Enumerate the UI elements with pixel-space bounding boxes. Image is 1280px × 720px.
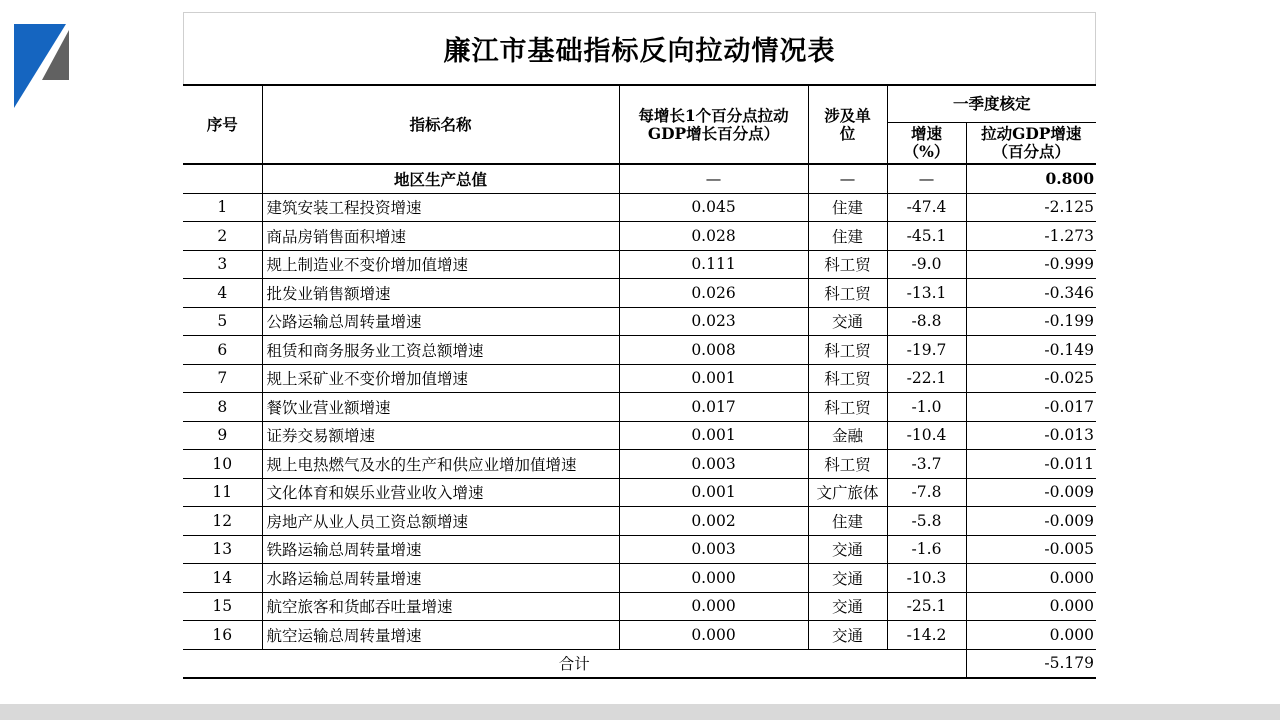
row-seq: 12 [183, 507, 262, 536]
row-name: 铁路运输总周转量增速 [262, 535, 619, 564]
row-speed: -19.7 [887, 336, 966, 365]
row-seq: 14 [183, 564, 262, 593]
table-row [183, 250, 1096, 279]
header-coef-line2: GDP增长百分点） [647, 123, 780, 143]
row-name: 规上电热燃气及水的生产和供应业增加值增速 [262, 450, 619, 479]
row-coef: 0.008 [619, 336, 808, 365]
row-seq: 4 [183, 279, 262, 308]
row-speed: -8.8 [887, 307, 966, 336]
row-unit: 住建 [808, 193, 887, 222]
row-name: 航空运输总周转量增速 [262, 621, 619, 650]
row-coef: 0.045 [619, 193, 808, 222]
table-row [183, 592, 1096, 621]
summary-seq [183, 164, 262, 193]
header-name: 指标名称 [262, 85, 619, 164]
row-seq: 8 [183, 393, 262, 422]
row-name: 商品房销售面积增速 [262, 222, 619, 251]
row-coef: 0.023 [619, 307, 808, 336]
row-coef: 0.003 [619, 450, 808, 479]
row-pull: -0.999 [966, 250, 1096, 279]
row-pull: -0.013 [966, 421, 1096, 450]
row-unit: 科工贸 [808, 393, 887, 422]
row-name: 航空旅客和货邮吞吐量增速 [262, 592, 619, 621]
header-coef [619, 85, 808, 164]
header-speed-line1: 增速 [910, 124, 942, 143]
header-unit [808, 85, 887, 164]
row-unit: 科工贸 [808, 450, 887, 479]
row-unit: 科工贸 [808, 364, 887, 393]
header-seq: 序号 [183, 85, 262, 164]
row-coef: 0.003 [619, 535, 808, 564]
summary-pull: 0.800 [966, 164, 1096, 193]
row-coef: 0.001 [619, 478, 808, 507]
row-unit: 交通 [808, 535, 887, 564]
row-name: 批发业销售额增速 [262, 279, 619, 308]
row-pull: -1.273 [966, 222, 1096, 251]
row-pull: -0.005 [966, 535, 1096, 564]
table-row [183, 535, 1096, 564]
bottom-bar [0, 704, 1280, 720]
table-row [183, 421, 1096, 450]
row-pull: -2.125 [966, 193, 1096, 222]
table-row [183, 564, 1096, 593]
header-pull [966, 123, 1096, 165]
row-coef: 0.000 [619, 592, 808, 621]
row-unit: 金融 [808, 421, 887, 450]
row-unit: 科工贸 [808, 279, 887, 308]
total-label: 合计 [183, 649, 966, 678]
table-row [183, 478, 1096, 507]
row-name: 水路运输总周转量增速 [262, 564, 619, 593]
row-unit: 交通 [808, 564, 887, 593]
row-coef: 0.017 [619, 393, 808, 422]
table-row [183, 222, 1096, 251]
row-speed: -1.6 [887, 535, 966, 564]
row-pull: -0.346 [966, 279, 1096, 308]
row-name: 规上采矿业不变价增加值增速 [262, 364, 619, 393]
table-row [183, 621, 1096, 650]
row-coef: 0.001 [619, 364, 808, 393]
table-row [183, 193, 1096, 222]
row-unit: 科工贸 [808, 250, 887, 279]
data-rows [183, 193, 1096, 649]
row-unit: 住建 [808, 507, 887, 536]
report-sheet [183, 12, 1096, 679]
row-pull: 0.000 [966, 564, 1096, 593]
row-pull: -0.149 [966, 336, 1096, 365]
row-name: 房地产从业人员工资总额增速 [262, 507, 619, 536]
total-row [183, 649, 1096, 678]
header-quarter: 一季度核定 [887, 85, 1096, 123]
header-pull-line2: （百分点） [992, 142, 1071, 161]
row-name: 文化体育和娱乐业营业收入增速 [262, 478, 619, 507]
row-unit: 交通 [808, 592, 887, 621]
row-seq: 1 [183, 193, 262, 222]
header-pull-line1: 拉动GDP增速 [981, 124, 1082, 143]
page-title: 廉江市基础指标反向拉动情况表 [183, 12, 1096, 84]
row-coef: 0.002 [619, 507, 808, 536]
row-speed: -9.0 [887, 250, 966, 279]
row-pull: 0.000 [966, 592, 1096, 621]
row-pull: 0.000 [966, 621, 1096, 650]
row-unit: 科工贸 [808, 336, 887, 365]
row-unit: 文广旅体 [808, 478, 887, 507]
row-speed: -22.1 [887, 364, 966, 393]
row-name: 证券交易额增速 [262, 421, 619, 450]
row-name: 租赁和商务服务业工资总额增速 [262, 336, 619, 365]
row-speed: -5.8 [887, 507, 966, 536]
indicator-table [183, 84, 1096, 679]
header-unit-line1: 涉及单 [824, 105, 871, 125]
row-speed: -25.1 [887, 592, 966, 621]
summary-coef: — [619, 164, 808, 193]
table-row [183, 393, 1096, 422]
row-seq: 15 [183, 592, 262, 621]
summary-unit: — [808, 164, 887, 193]
row-pull: -0.199 [966, 307, 1096, 336]
row-coef: 0.000 [619, 621, 808, 650]
summary-name: 地区生产总值 [262, 164, 619, 193]
row-speed: -45.1 [887, 222, 966, 251]
row-unit: 住建 [808, 222, 887, 251]
row-seq: 13 [183, 535, 262, 564]
summary-speed: — [887, 164, 966, 193]
row-unit: 交通 [808, 621, 887, 650]
row-coef: 0.028 [619, 222, 808, 251]
summary-row [183, 164, 1096, 193]
table-row [183, 279, 1096, 308]
row-speed: -10.3 [887, 564, 966, 593]
row-coef: 0.001 [619, 421, 808, 450]
row-seq: 6 [183, 336, 262, 365]
row-seq: 3 [183, 250, 262, 279]
row-pull: -0.025 [966, 364, 1096, 393]
row-name: 规上制造业不变价增加值增速 [262, 250, 619, 279]
table-row [183, 450, 1096, 479]
row-seq: 9 [183, 421, 262, 450]
table-row [183, 507, 1096, 536]
table-row [183, 364, 1096, 393]
row-speed: -7.8 [887, 478, 966, 507]
row-speed: -3.7 [887, 450, 966, 479]
row-seq: 2 [183, 222, 262, 251]
row-name: 建筑安装工程投资增速 [262, 193, 619, 222]
row-seq: 5 [183, 307, 262, 336]
row-pull: -0.009 [966, 478, 1096, 507]
row-speed: -13.1 [887, 279, 966, 308]
row-pull: -0.017 [966, 393, 1096, 422]
total-value: -5.179 [966, 649, 1096, 678]
row-seq: 11 [183, 478, 262, 507]
row-seq: 7 [183, 364, 262, 393]
row-speed: -1.0 [887, 393, 966, 422]
row-name: 餐饮业营业额增速 [262, 393, 619, 422]
logo-icon [14, 22, 70, 108]
row-speed: -14.2 [887, 621, 966, 650]
row-unit: 交通 [808, 307, 887, 336]
row-coef: 0.000 [619, 564, 808, 593]
header-coef-line1: 每增长1个百分点拉动 [638, 105, 789, 125]
row-name: 公路运输总周转量增速 [262, 307, 619, 336]
row-pull: -0.011 [966, 450, 1096, 479]
row-speed: -47.4 [887, 193, 966, 222]
header-speed [887, 123, 966, 165]
row-pull: -0.009 [966, 507, 1096, 536]
row-coef: 0.111 [619, 250, 808, 279]
row-coef: 0.026 [619, 279, 808, 308]
row-seq: 16 [183, 621, 262, 650]
row-speed: -10.4 [887, 421, 966, 450]
row-seq: 10 [183, 450, 262, 479]
table-row [183, 336, 1096, 365]
header-unit-line2: 位 [839, 123, 856, 143]
table-row [183, 307, 1096, 336]
header-speed-line2: （%） [903, 142, 950, 161]
